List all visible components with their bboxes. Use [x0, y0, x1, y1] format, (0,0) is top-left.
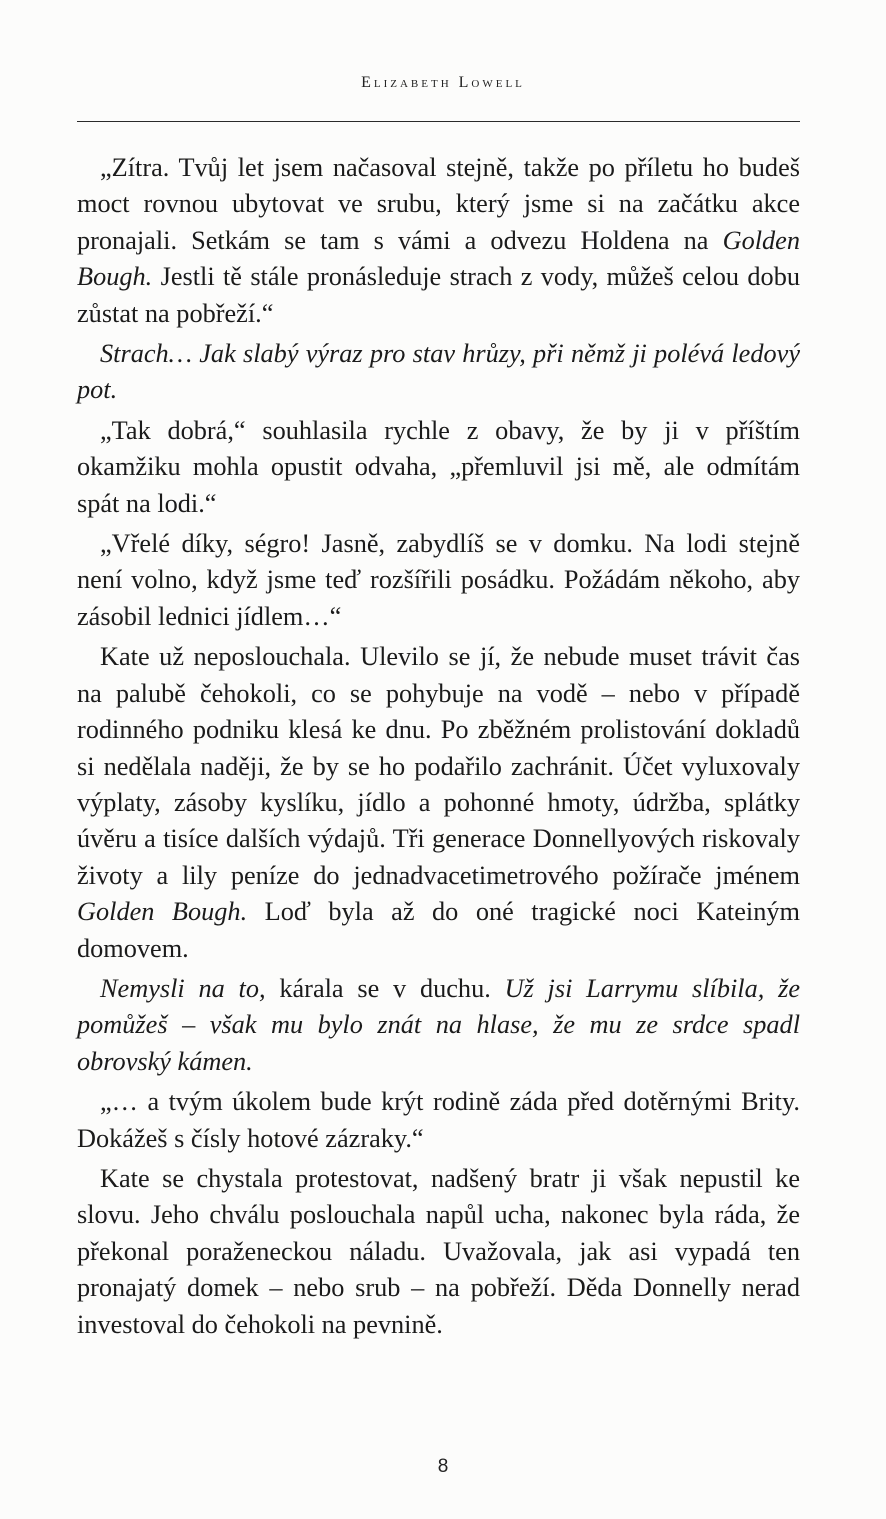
- body-text: [77, 150, 800, 1347]
- paragraph: [77, 1161, 800, 1343]
- text-run: Jestli tě stále pronásleduje strach z vody, můžeš celou dobu zůstat na pobřeží.“: [77, 262, 800, 328]
- running-head: Elizabeth Lowell: [361, 74, 525, 91]
- paragraph: [77, 526, 800, 635]
- text-run: „… a tvým úkolem bude krýt rodině záda před dotěrnými Brity. Dokážeš s čísly hotové zázraky.“: [77, 1087, 800, 1153]
- paragraph: [77, 971, 800, 1080]
- page-number: 8: [437, 1456, 449, 1477]
- text-run: Kate už neposlouchala. Ulevilo se jí, že nebude muset trávit čas na palubě čehokoli, co se pohybuje na vodě – nebo v případě rodinného podniku klesá ke dnu. Po zběžném prolistování dokladů si nedělala naději, že by se ho podařilo zachránit. Účet vyluxovaly výplaty, zásoby kyslíku, jídlo a pohonné hmoty, údržba, splátky úvěru a tisíce dalších výdajů. Tři generace Donnellyových riskovaly životy a lily peníze do jednadvacetimetrového požírače jménem: [77, 642, 800, 890]
- text-run: „Tak dobrá,“ souhlasila rychle z obavy, že by ji v příštím okamžiku mohla opustit odvaha, „přemluvil jsi mě, ale odmítám spát na lodi.“: [77, 415, 800, 518]
- italic-run: Strach… Jak slabý výraz pro stav hrůzy, při němž ji polévá ledový pot.: [77, 339, 800, 405]
- header-rule: [77, 121, 800, 122]
- text-run: kárala se v duchu.: [265, 973, 505, 1003]
- text-run: Kate se chystala protestovat, nadšený bratr ji však nepustil ke slovu. Jeho chválu poslouchala napůl ucha, nakonec byla ráda, že překonal poraženeckou náladu. Uvažovala, jak asi vypadá ten pronajatý domek – nebo srub – na pobřeží. Děda Donnelly nerad investoval do čehokoli na pevnině.: [77, 1163, 800, 1339]
- italic-run: Golden Bough.: [77, 897, 248, 927]
- italic-run: Už jsi Larrymu slíbila, že pomůžeš – však mu bylo znát na hlase, že mu ze srdce spadl obrovský kámen.: [77, 973, 800, 1076]
- text-run: „Zítra. Tvůj let jsem načasoval stejně, takže po příletu ho budeš moct rovnou ubytovat ve srubu, který jsme si na začátku akce pronajali. Setkám se tam s vámi a odvezu Holdena na: [77, 153, 800, 255]
- italic-run: Nemysli na to,: [100, 973, 266, 1003]
- paragraph: [77, 1084, 800, 1157]
- text-run: Loď byla až do oné tragické noci Kateiným domovem.: [77, 897, 800, 963]
- paragraph: [77, 413, 800, 522]
- paragraph: [77, 150, 800, 332]
- paragraph: [77, 336, 800, 409]
- text-run: „Vřelé díky, ségro! Jasně, zabydlíš se v domku. Na lodi stejně není volno, když jsme teď rozšířili posádku. Požádám někoho, aby zásobil lednici jídlem…“: [77, 529, 800, 631]
- italic-run: Golden Bough.: [77, 225, 800, 292]
- paragraph: [77, 639, 800, 967]
